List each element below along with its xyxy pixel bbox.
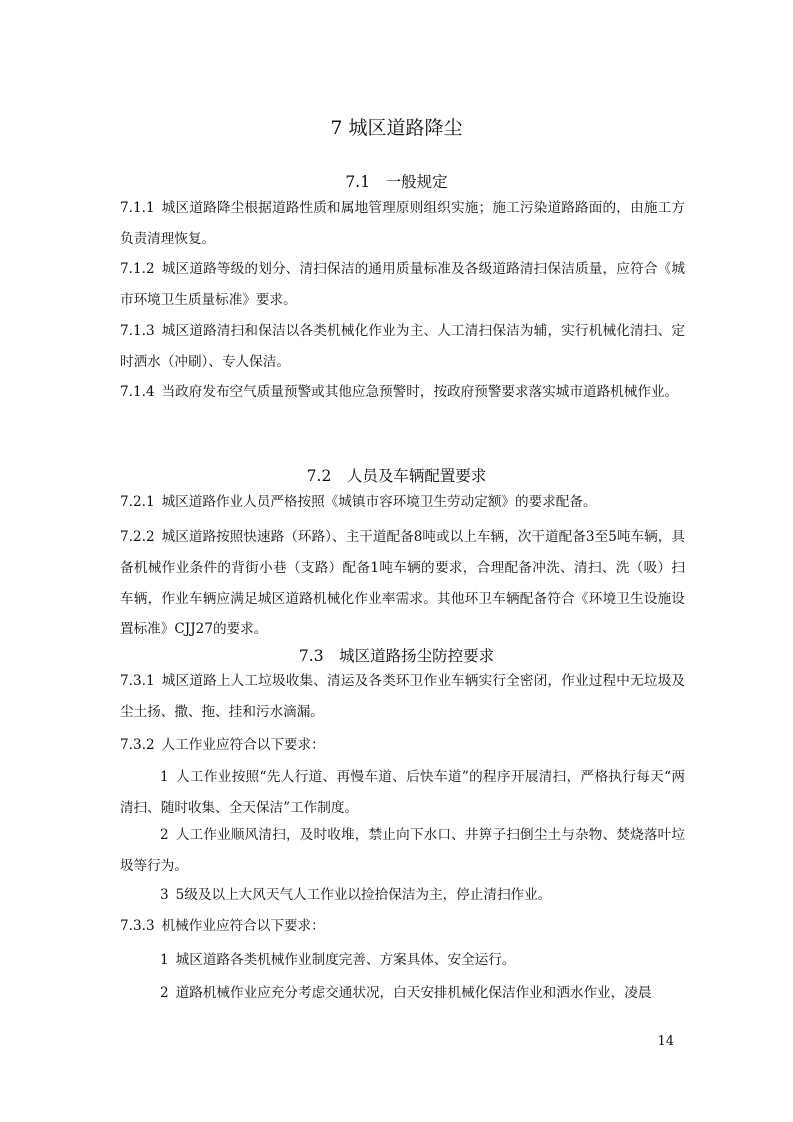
clause-text: 城区道路按照快速路（环路）、主干道配备8吨或以上车辆，次干道配备3至5吨车辆，具备机械作业条件的背街小巷（支路）配备1吨车辆的要求，合理配备冲洗、清扫、洗（吸）扫车辆，作业车辆应满足城区道路机械化作业率需求。其他环卫车辆配备符合《环境卫生设施设置标准》CJJ27的要求。 [120, 529, 685, 638]
page-number: 14 [657, 1034, 674, 1049]
item-text: 5级及以上大风天气人工作业以捡拾保洁为主，停止清扫作业。 [175, 887, 552, 903]
clause-number: 7.2.2 [120, 529, 155, 545]
clause-7-1-1 [120, 193, 685, 255]
clause-text: 当政府发布空气质量预警或其他应急预警时，按政府预警要求落实城市道路机械作业。 [161, 384, 679, 400]
clause-number: 7.1.4 [120, 384, 155, 400]
clause-7-1-3 [120, 316, 685, 378]
clause-text: 机械作业应符合以下要求： [161, 918, 325, 934]
clause-number: 7.1.3 [120, 323, 155, 339]
clause-text: 人工作业应符合以下要求： [161, 737, 325, 753]
section-title-7-2: 7.2 人员及车辆配置要求 [306, 467, 487, 485]
item-number: 1 [160, 952, 169, 968]
clause-number: 7.1.1 [120, 200, 155, 216]
clause-7-3-2-item-2 [120, 820, 685, 882]
item-number: 2 [160, 985, 169, 1001]
chapter-title: 7 城区道路降尘 [330, 117, 463, 139]
clause-7-3-3 [120, 911, 685, 942]
clause-7-3-2 [120, 730, 685, 761]
item-number: 2 [160, 827, 169, 843]
clause-text: 城区道路作业人员严格按照《城镇市容环境卫生劳动定额》的要求配备。 [161, 494, 597, 510]
clause-7-3-2-item-3 [120, 880, 685, 911]
clause-7-1-4 [120, 377, 685, 408]
section-title-7-3: 7.3 城区道路扬尘防控要求 [298, 647, 495, 665]
clause-text: 城区道路等级的划分、清扫保洁的通用质量标准及各级道路清扫保洁质量，应符合《城市环境卫生质量标准》要求。 [120, 261, 685, 308]
clause-text: 城区道路上人工垃圾收集、清运及各类环卫作业车辆实行全密闭，作业过程中无垃圾及尘土扬、撒、拖、挂和污水滴漏。 [120, 673, 685, 720]
clause-7-1-2 [120, 254, 685, 316]
section-title-7-1: 7.1 一般规定 [345, 173, 448, 191]
clause-7-3-2-item-1 [120, 762, 685, 824]
clause-7-3-3-item-1 [120, 945, 685, 976]
clause-number: 7.3.1 [120, 673, 155, 689]
clause-text: 城区道路降尘根据道路性质和属地管理原则组织实施；施工污染道路路面的，由施工方负责清理恢复。 [120, 200, 685, 247]
item-number: 1 [160, 769, 169, 785]
clause-text: 城区道路清扫和保洁以各类机械化作业为主、人工清扫保洁为辅，实行机械化清扫、定时洒水（冲刷）、专人保洁。 [120, 323, 685, 370]
item-text: 人工作业按照“先人行道、再慢车道、后快车道”的程序开展清扫，严格执行每天“两清扫、随时收集、全天保洁”工作制度。 [120, 769, 685, 816]
clause-number: 7.3.3 [120, 918, 155, 934]
clause-7-3-1 [120, 666, 685, 728]
item-number: 3 [160, 887, 169, 903]
clause-number: 7.1.2 [120, 261, 155, 277]
clause-number: 7.2.1 [120, 494, 155, 510]
clause-7-2-1 [120, 487, 685, 518]
item-text: 人工作业顺风清扫，及时收堆，禁止向下水口、井箅子扫倒尘土与杂物、焚烧落叶垃圾等行为。 [120, 827, 685, 874]
item-text: 道路机械作业应充分考虑交通状况，白天安排机械化保洁作业和洒水作业，凌晨 [175, 985, 652, 1001]
clause-number: 7.3.2 [120, 737, 155, 753]
item-text: 城区道路各类机械作业制度完善、方案具体、安全运行。 [175, 952, 516, 968]
clause-7-2-2 [120, 522, 685, 645]
clause-7-3-3-item-2 [120, 978, 685, 1009]
